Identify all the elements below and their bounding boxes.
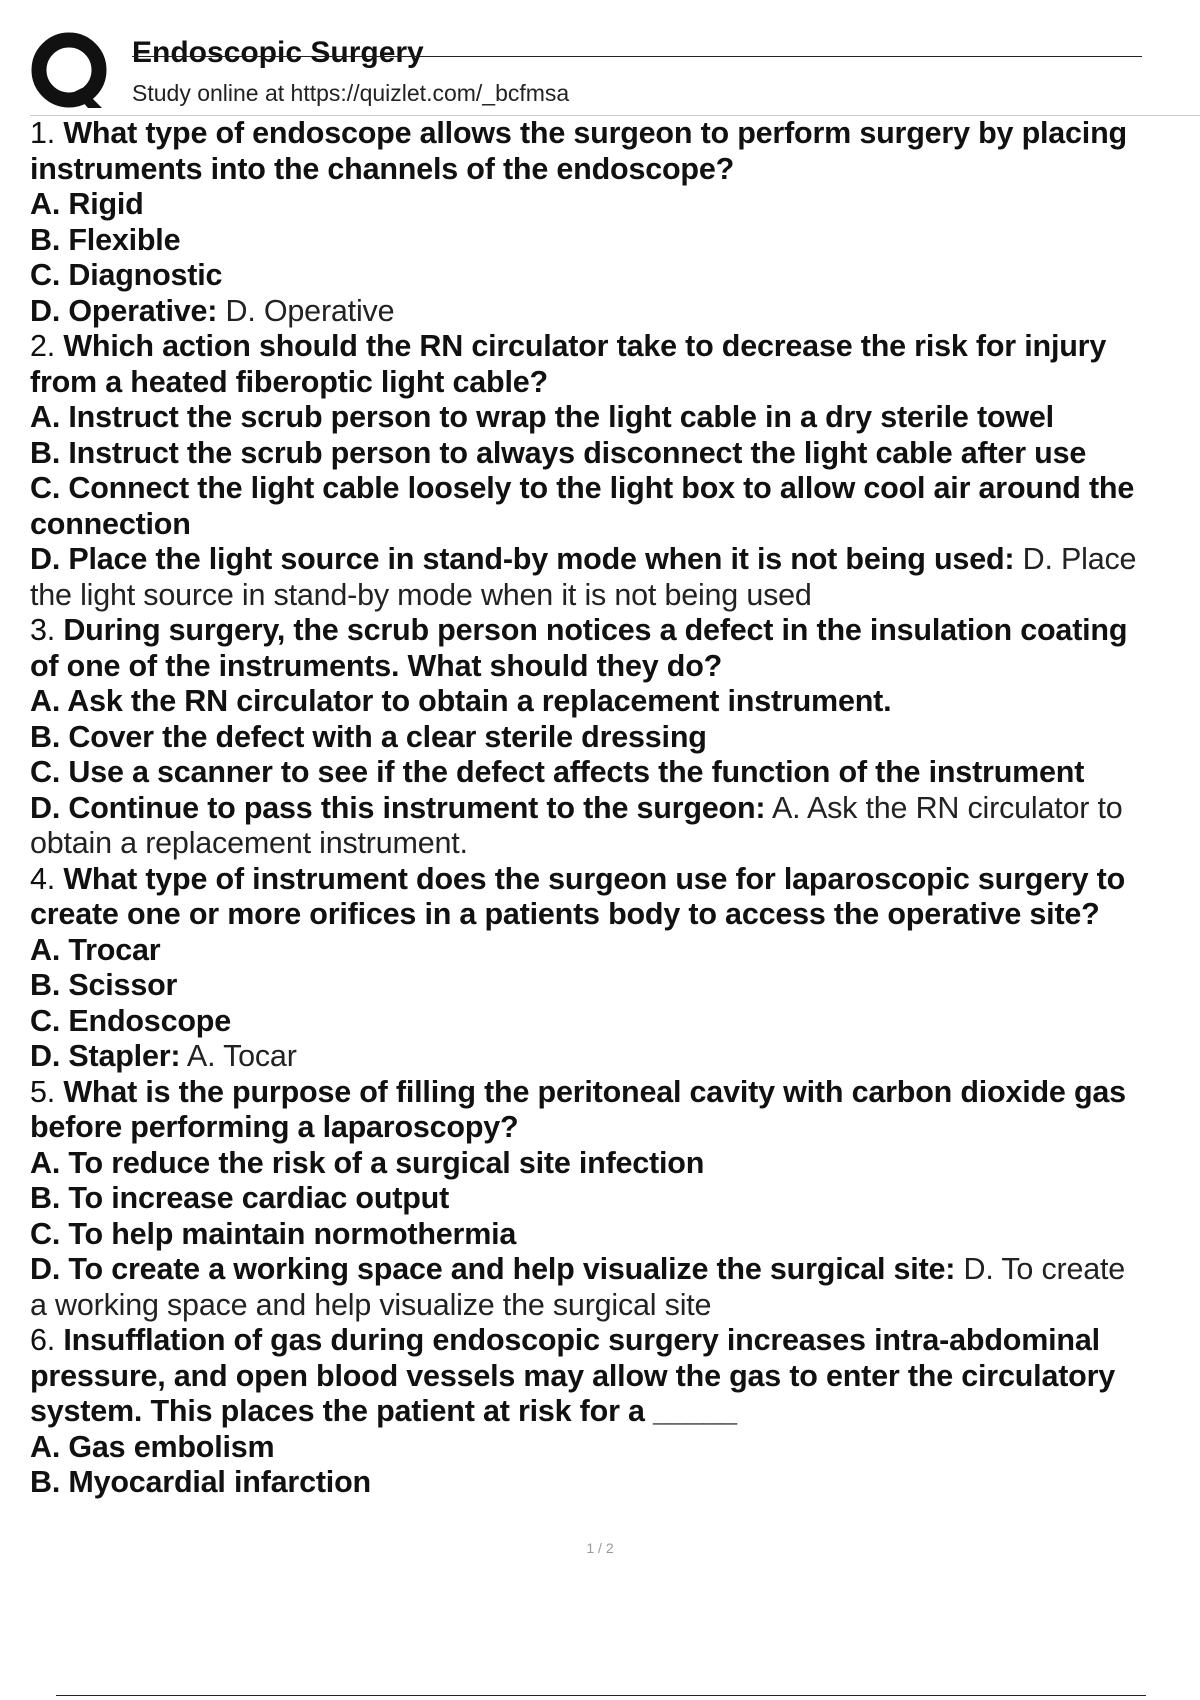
question-text: A. To reduce the risk of a surgical site infection — [30, 1145, 705, 1180]
question-line — [30, 329, 1200, 365]
question-line — [30, 258, 1200, 294]
question-text: D. To create a working space and help visualize the surgical site: — [30, 1252, 956, 1286]
answer-text: the light source in stand-by mode when it is not being used — [30, 577, 812, 612]
answer-text: A. Ask the RN circulator to — [765, 790, 1123, 825]
question-line — [30, 897, 1200, 933]
question-line — [30, 1359, 1200, 1395]
question-text: B. Myocardial infarction — [30, 1465, 371, 1499]
question-text: from a heated fiberoptic light cable? — [30, 364, 548, 399]
quizlet-logo-icon — [30, 30, 112, 112]
question-text: B. Cover the defect with a clear sterile dressing — [30, 719, 707, 754]
question-line — [30, 1430, 1200, 1466]
page-number: 1 / 2 — [586, 1540, 614, 1556]
question-line — [30, 436, 1200, 472]
question-line — [30, 968, 1200, 1004]
question-line — [30, 826, 1200, 862]
question-line — [30, 294, 1200, 330]
question-line — [30, 791, 1200, 827]
question-line — [30, 400, 1200, 436]
question-line — [30, 1075, 1200, 1111]
question-text: C. Use a scanner to see if the defect affects the function of the instrument — [30, 755, 1085, 789]
question-text: What type of instrument does the surgeon use for laparoscopic surgery to — [63, 861, 1126, 896]
title-underline — [132, 56, 1142, 57]
question-text: instruments into the channels of the endoscope? — [30, 151, 735, 186]
question-number: 4. — [30, 861, 64, 896]
question-text: system. This places the patient at risk for a _____ — [30, 1394, 737, 1428]
question-list — [30, 116, 1200, 1501]
answer-text: D. Place — [1014, 542, 1137, 576]
question-line — [30, 1394, 1200, 1430]
question-text: C. To help maintain normothermia — [30, 1216, 517, 1251]
question-text: connection — [30, 506, 191, 541]
question-text: What type of endoscope allows the surgeon to perform surgery by placing — [63, 116, 1127, 150]
question-text: create one or more orifices in a patients body to access the operative site? — [30, 897, 1100, 931]
question-text: B. To increase cardiac output — [30, 1181, 450, 1215]
question-line — [30, 187, 1200, 223]
question-text: Insufflation of gas during endoscopic surgery increases intra-abdominal — [63, 1323, 1100, 1357]
question-text: A. Instruct the scrub person to wrap the light cable in a dry sterile towel — [30, 400, 1054, 434]
question-number: 2. — [30, 329, 64, 363]
question-line — [30, 1465, 1200, 1501]
question-line — [30, 684, 1200, 720]
question-text: A. Trocar — [30, 932, 161, 967]
question-text: before performing a laparoscopy? — [30, 1110, 519, 1144]
question-number: 5. — [30, 1074, 64, 1109]
question-line — [30, 365, 1200, 401]
question-text: D. Place the light source in stand-by mode when it is not being used: — [30, 542, 1015, 576]
question-line — [30, 1217, 1200, 1253]
question-text: B. Instruct the scrub person to always disconnect the light cable after use — [30, 435, 1087, 470]
question-line — [30, 507, 1200, 543]
question-line — [30, 1288, 1200, 1324]
question-text: C. Endoscope — [30, 1003, 231, 1038]
question-line — [30, 1252, 1200, 1288]
question-text: D. Operative: — [30, 293, 218, 328]
question-text: B. Flexible — [30, 222, 181, 257]
question-text: D. Continue to pass this instrument to the surgeon: — [30, 790, 766, 825]
question-text: A. Gas embolism — [30, 1429, 275, 1464]
question-line — [30, 1110, 1200, 1146]
question-line — [30, 1039, 1200, 1075]
question-line — [30, 116, 1200, 152]
question-line — [30, 152, 1200, 188]
question-line — [30, 1181, 1200, 1217]
question-line — [30, 542, 1200, 578]
document-title: Endoscopic Surgery — [132, 36, 424, 69]
question-text: pressure, and open blood vessels may allow the gas to enter the circulatory — [30, 1358, 1116, 1393]
question-line — [30, 862, 1200, 898]
question-number: 3. — [30, 613, 64, 647]
question-text: A. Rigid — [30, 187, 144, 221]
question-line — [30, 1323, 1200, 1359]
question-number: 1. — [30, 116, 64, 150]
answer-text: D. Operative — [217, 293, 395, 328]
question-line — [30, 933, 1200, 969]
answer-text: D. To create — [955, 1252, 1126, 1286]
footer-divider — [56, 1695, 1146, 1696]
question-line — [30, 578, 1200, 614]
question-line — [30, 1004, 1200, 1040]
question-text: C. Connect the light cable loosely to the light box to allow cool air around the — [30, 471, 1135, 505]
question-text: C. Diagnostic — [30, 258, 223, 292]
question-text: What is the purpose of filling the peritoneal cavity with carbon dioxide gas — [63, 1074, 1126, 1109]
question-text: A. Ask the RN circulator to obtain a replacement instrument. — [30, 684, 892, 718]
question-text: Which action should the RN circulator take to decrease the risk for injury — [63, 329, 1107, 363]
question-number: 6. — [30, 1323, 64, 1357]
question-line — [30, 1146, 1200, 1182]
question-line — [30, 720, 1200, 756]
question-text: B. Scissor — [30, 968, 178, 1002]
document-header — [0, 0, 1200, 118]
question-text: of one of the instruments. What should they do? — [30, 648, 723, 683]
question-text: D. Stapler: — [30, 1039, 181, 1073]
answer-text: A. Tocar — [180, 1039, 297, 1073]
answer-text: a working space and help visualize the surgical site — [30, 1287, 712, 1322]
question-text: During surgery, the scrub person notices a defect in the insulation coating — [63, 613, 1128, 647]
question-line — [30, 649, 1200, 685]
question-line — [30, 223, 1200, 259]
question-line — [30, 613, 1200, 649]
answer-text: obtain a replacement instrument. — [30, 826, 468, 860]
question-line — [30, 471, 1200, 507]
question-line — [30, 755, 1200, 791]
study-online-link[interactable]: Study online at https://quizlet.com/_bcfmsa — [132, 80, 570, 106]
